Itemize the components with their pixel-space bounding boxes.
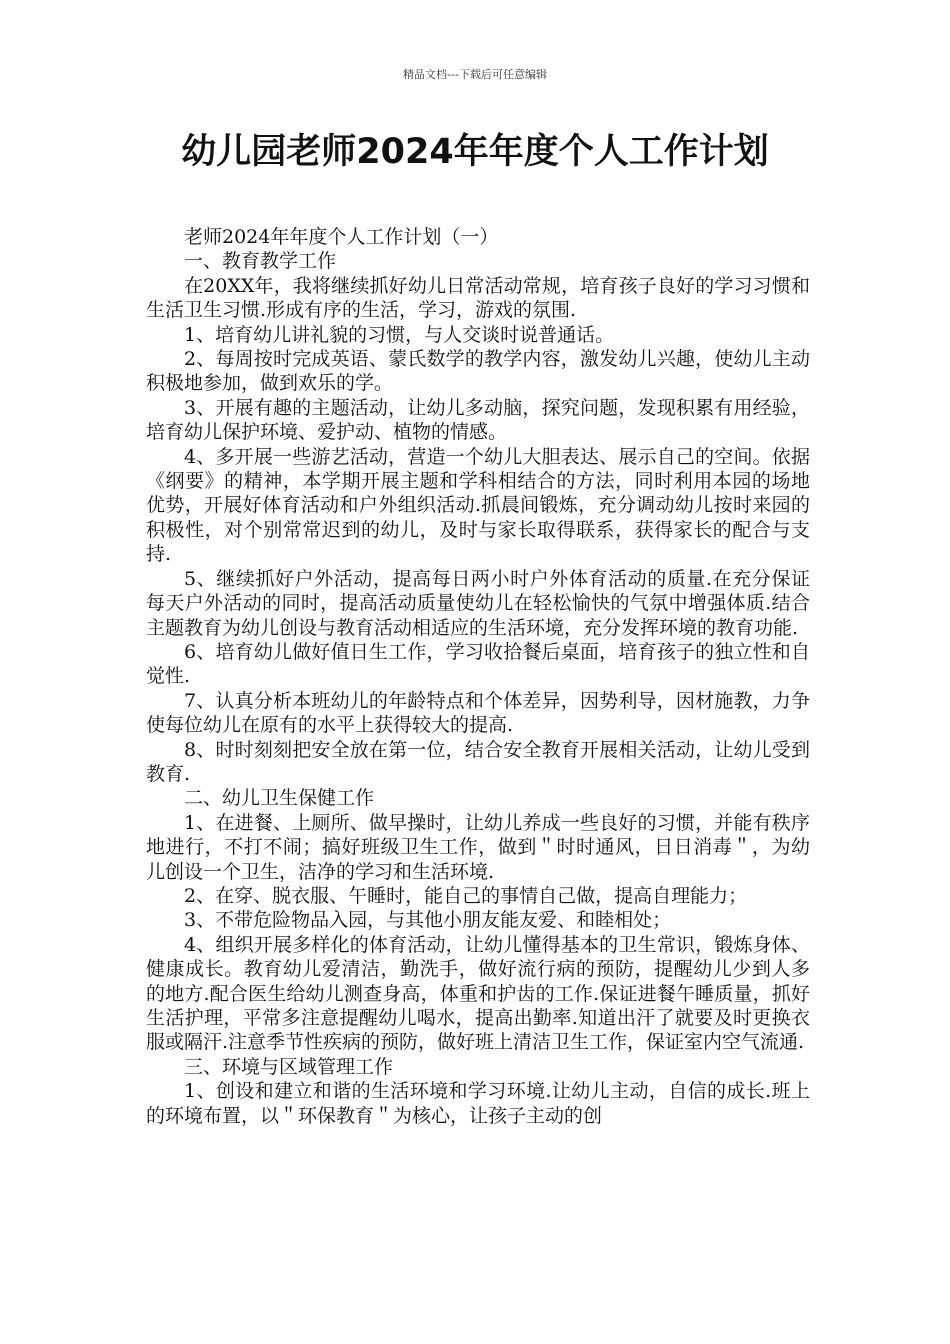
document-title: 幼儿园老师2024年年度个人工作计划 [181, 132, 769, 172]
list-item: 8、时时刻刻把安全放在第一位，结合安全教育开展相关活动，让幼儿受到教育. [146, 738, 810, 785]
list-item: 4、组织开展多样化的体育活动，让幼儿懂得基本的卫生常识，锻炼身体、健康成长。教育幼儿爱清洁，勤洗手，做好流行病的预防，提醒幼儿少到人多的地方.配合医生给幼儿测查身高，体重和护齿的工作.保证进餐午睡质量，抓好生活护理，平常多注意提醒幼儿喝水，提高出勤率.知道出汗了就要及时更换衣服或隔汗.注意季节性疾病的预防，做好班上清洁卫生工作，保证室内空气流通. [146, 933, 810, 1054]
list-item: 6、培育幼儿做好值日生工作，学习收拾餐后桌面，培育孩子的独立性和自觉性. [146, 640, 810, 688]
list-item: 4、多开展一些游艺活动，营造一个幼儿大胆表达、展示自己的空间。依据《纲要》的精神，本学期开展主题和学科相结合的方法，同时利用本园的场地优势，开展好体育活动和户外组织活动.抓晨间锻炼，充分调动幼儿按时来园的积极性，对个别常常迟到的幼儿，及时与家长取得联系，获得家长的配合与支持. [146, 445, 810, 566]
list-item: 2、每周按时完成英语、蒙氏数学的教学内容，激发幼儿兴趣，使幼儿主动积极地参加，做到欢乐的学。 [146, 348, 810, 395]
list-item: 3、不带危险物品入园，与其他小朋友能友爱、和睦相处； [184, 909, 672, 932]
list-item: 2、在穿、脱衣服、午睡时，能自己的事情自己做，提高自理能力； [184, 884, 748, 907]
paragraph: 在20XX年，我将继续抓好幼儿日常活动常规，培育孩子良好的学习习惯和生活卫生习惯.形成有序的生活，学习，游戏的氛围. [146, 274, 810, 322]
list-item: 1、在进餐、上厕所、做早操时，让幼儿养成一些良好的习惯，并能有秩序地进行，不打不闹；搞好班级卫生工作，做到＂时时通风，日日消毒＂，为幼儿创设一个卫生，洁净的学习和生活环境. [146, 811, 810, 883]
list-item: 5、继续抓好户外活动，提高每日两小时户外体育活动的质量.在充分保证每天户外活动的同时，提高活动质量使幼儿在轻松愉快的气氛中增强体质.结合主题教育为幼儿创设与教育活动相适应的生活环境，充分发挥环境的教育功能. [146, 567, 810, 639]
list-item: 3、开展有趣的主题活动，让幼儿多动脑，探究问题，发现积累有用经验，培育幼儿保护环境、爱护动、植物的情感。 [146, 396, 810, 444]
list-item: 1、培育幼儿讲礼貌的习惯，与人交谈时说普通话。 [184, 323, 615, 346]
page-header-note: 精品文档---下载后可任意编辑 [403, 68, 547, 81]
section-heading-teaching: 一、教育教学工作 [184, 250, 337, 273]
section-heading-hygiene: 二、幼儿卫生保健工作 [184, 787, 375, 810]
document-body [146, 225, 810, 1128]
list-item: 1、创设和建立和谐的生活环境和学习环境.让幼儿主动，自信的成长.班上的环境布置，以＂环保教育＂为核心，让孩子主动的创 [146, 1080, 810, 1127]
list-item: 7、认真分析本班幼儿的年龄特点和个体差异，因势利导，因材施教，力争使每位幼儿在原有的水平上获得较大的提高. [146, 689, 810, 737]
section-heading-environment: 三、环境与区域管理工作 [184, 1055, 394, 1078]
section-heading-plan: 老师2024年年度个人工作计划（一） [184, 226, 499, 248]
